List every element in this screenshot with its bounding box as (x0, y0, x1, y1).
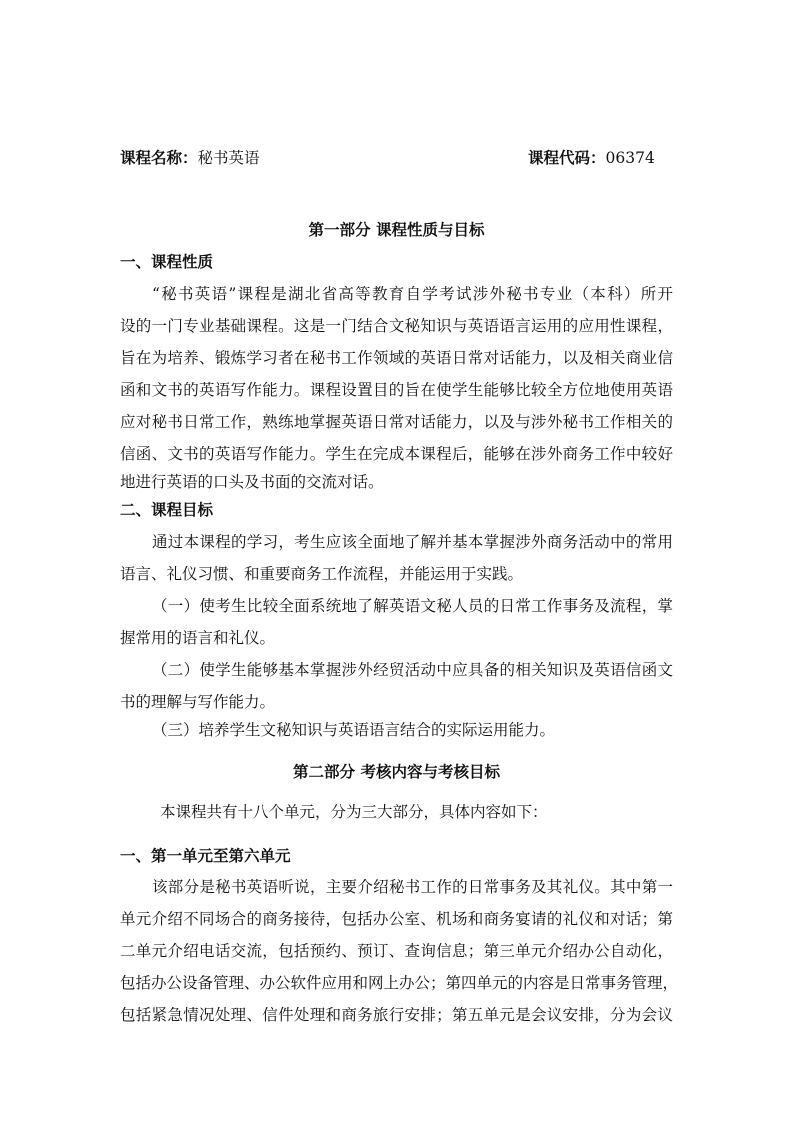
paragraph-line: 该部分是秘书英语听说，主要介绍秘书工作的日常事务及其礼仪。其中第一 (152, 878, 673, 896)
course-code-label: 课程代码： (528, 149, 606, 167)
section-heading: 二、课程目标 (120, 501, 214, 519)
paragraph-line: 包括紧急情况处理、信件处理和商务旅行安排；第五单元是会议安排，分为会议 (120, 1006, 673, 1024)
paragraph-line: 地进行英语的口头及书面的交流对话。 (120, 473, 384, 491)
paragraph-line: 通过本课程的学习，考生应该全面地了解并基本掌握涉外商务活动中的常用 (152, 533, 673, 551)
paragraph-line: 包括办公设备管理、办公软件应用和网上办公；第四单元的内容是日常事务管理， (120, 974, 679, 992)
course-code: 06374 (605, 149, 655, 167)
paragraph-line: 设的一门专业基础课程。这是一门结合文秘知识与英语语言运用的应用性课程， (120, 317, 673, 335)
paragraph-line: 旨在为培养、锻炼学习者在秘书工作领域的英语日常对话能力，以及相关商业信 (120, 349, 673, 367)
part2-title: 第二部分 考核内容与考核目标 (293, 763, 500, 781)
part1-title: 第一部分 课程性质与目标 (308, 221, 485, 239)
paragraph-line: 二单元介绍电话交流，包括预约、预订、查询信息；第三单元介绍办公自动化， (120, 942, 673, 960)
paragraph-line: 应对秘书日常工作，熟练地掌握英语日常对话能力，以及与涉外秘书工作相关的 (120, 413, 673, 431)
paragraph-line: 信函、文书的英语写作能力。学生在完成本课程后，能够在涉外商务工作中较好 (120, 445, 673, 463)
paragraph-line: 语言、礼仪习惯、和重要商务工作流程，并能运用于实践。 (120, 565, 524, 583)
paragraph-line: “秘书英语”课程是湖北省高等教育自学考试涉外秘书专业（本科）所开 (152, 285, 673, 303)
course-code-group (528, 148, 655, 168)
paragraph-line: （二）使学生能够基本掌握涉外经贸活动中应具备的相关知识及英语信函文 (152, 661, 673, 679)
paragraph-line: 函和文书的英语写作能力。课程设置目的旨在使学生能够比较全方位地使用英语 (120, 381, 673, 399)
paragraph-line: 握常用的语言和礼仪。 (120, 629, 276, 647)
paragraph-line: （一）使考生比较全面系统地了解英语文秘人员的日常工作事务及流程，掌 (152, 597, 673, 615)
course-name-label: 课程名称： (120, 149, 198, 167)
section-heading: 一、第一单元至第六单元 (120, 847, 291, 865)
paragraph-line: 单元介绍不同场合的商务接待，包括办公室、机场和商务宴请的礼仪和对话；第 (120, 910, 673, 928)
section-heading: 一、课程性质 (120, 253, 214, 271)
part2-intro: 本课程共有十八个单元，分为三大部分，具体内容如下： (160, 803, 548, 821)
paragraph-line: 书的理解与写作能力。 (120, 693, 276, 711)
paragraph-line: （三）培养学生文秘知识与英语语言结合的实际运用能力。 (152, 721, 556, 739)
course-name: 秘书英语 (197, 149, 260, 167)
course-info-row (120, 148, 673, 168)
